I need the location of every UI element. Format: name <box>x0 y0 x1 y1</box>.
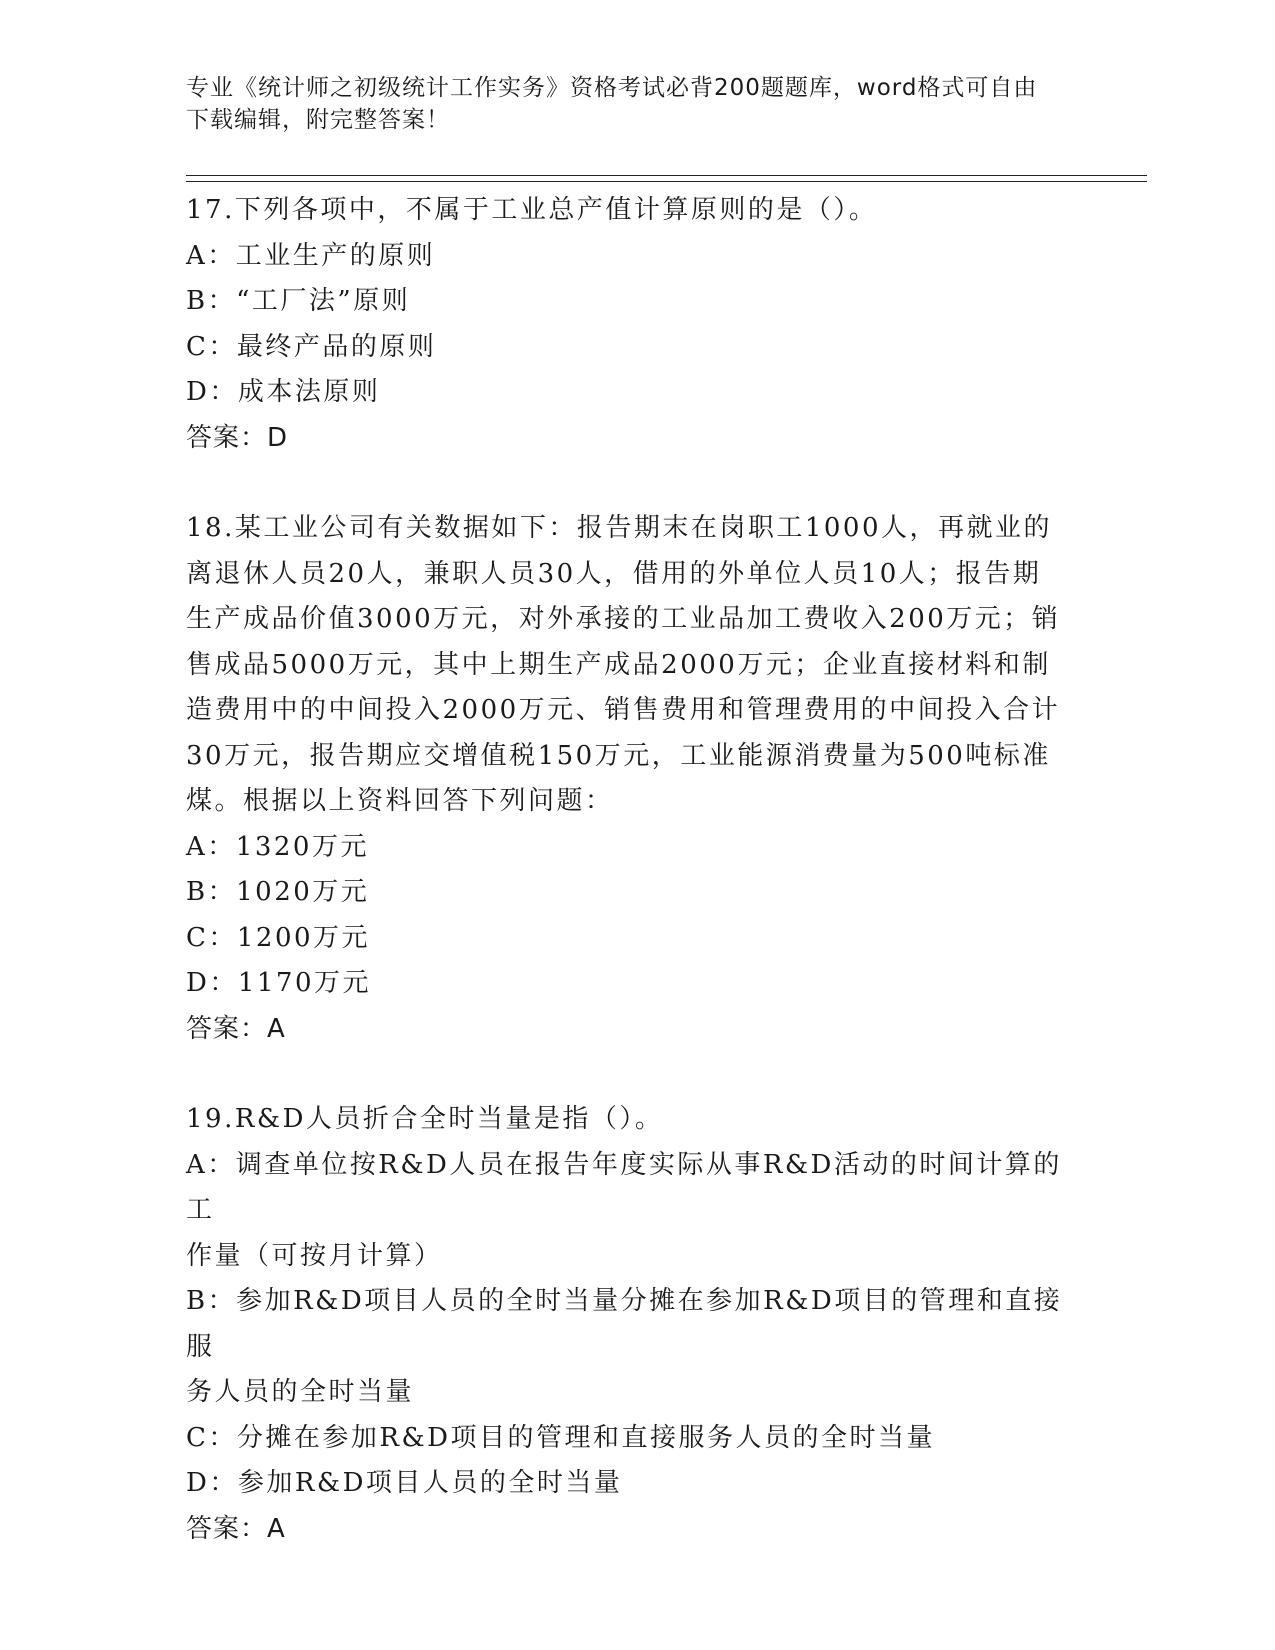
option-c: C：1200万元 <box>186 922 371 953</box>
document-header <box>186 72 1066 136</box>
option-a: A：工业生产的原则 <box>186 240 436 271</box>
question-18-stem-line-4: 售成品5000万元，其中上期生产成品2000万元；企业直接材料和制 <box>186 649 1051 680</box>
header-rule-top <box>186 175 1147 176</box>
header-line-2: 下载编辑，附完整答案！ <box>186 107 450 133</box>
option-c: C：分摊在参加R&D项目的管理和直接服务人员的全时当量 <box>186 1422 935 1453</box>
option-a: A：1320万元 <box>186 831 369 862</box>
option-d: D：参加R&D项目人员的全时当量 <box>186 1468 623 1498</box>
question-18-stem-line-3: 生产成品价值3000万元，对外承接的工业品加工费收入200万元；销 <box>186 604 1061 634</box>
question-18-stem-line-7: 煤。根据以上资料回答下列问题： <box>186 786 614 816</box>
option-d: D：成本法原则 <box>186 377 381 407</box>
question-17-stem: 17.下列各项中，不属于工业总产值计算原则的是（）。 <box>186 195 878 225</box>
question-18-stem-line-6: 30万元，报告期应交增值税150万元，工业能源消费量为500吨标准 <box>186 740 1051 771</box>
header-rule-bottom <box>186 181 1147 182</box>
option-b: B：“工厂法”原则 <box>186 286 411 316</box>
option-c: C：最终产品的原则 <box>186 331 437 362</box>
question-17 <box>186 188 1066 461</box>
answer: 答案：A <box>186 1013 286 1044</box>
question-18-stem-line-2: 离退休人员20人，兼职人员30人，借用的外单位人员10人；报告期 <box>186 558 1042 589</box>
question-18-stem-line-5: 造费用中的中间投入2000万元、销售费用和管理费用的中间投入合计 <box>186 695 1061 725</box>
option-b: B：1020万元 <box>186 877 370 907</box>
question-19-stem: 19.R&D人员折合全时当量是指（）。 <box>186 1104 664 1134</box>
option-d: D：1170万元 <box>186 968 372 998</box>
header-line-1: 专业《统计师之初级统计工作实务》资格考试必背200题题库，word格式可自由 <box>186 75 1038 101</box>
question-18 <box>186 506 1066 1052</box>
option-b-line-2: 务人员的全时当量 <box>186 1377 415 1407</box>
answer: 答案：D <box>186 422 289 453</box>
answer: 答案：A <box>186 1513 286 1544</box>
option-a-line-2: 作量（可按月计算） <box>186 1240 443 1271</box>
question-18-stem-line-1: 18.某工业公司有关数据如下：报告期末在岗职工1000人，再就业的 <box>186 513 1053 543</box>
option-a-line-1: A：调查单位按R&D人员在报告年度实际从事R&D活动的时间计算的工 <box>186 1149 1062 1225</box>
question-19 <box>186 1097 1066 1552</box>
question-list <box>186 188 1066 1597</box>
option-b-line-1: B：参加R&D项目人员的全时当量分摊在参加R&D项目的管理和直接服 <box>186 1286 1063 1362</box>
